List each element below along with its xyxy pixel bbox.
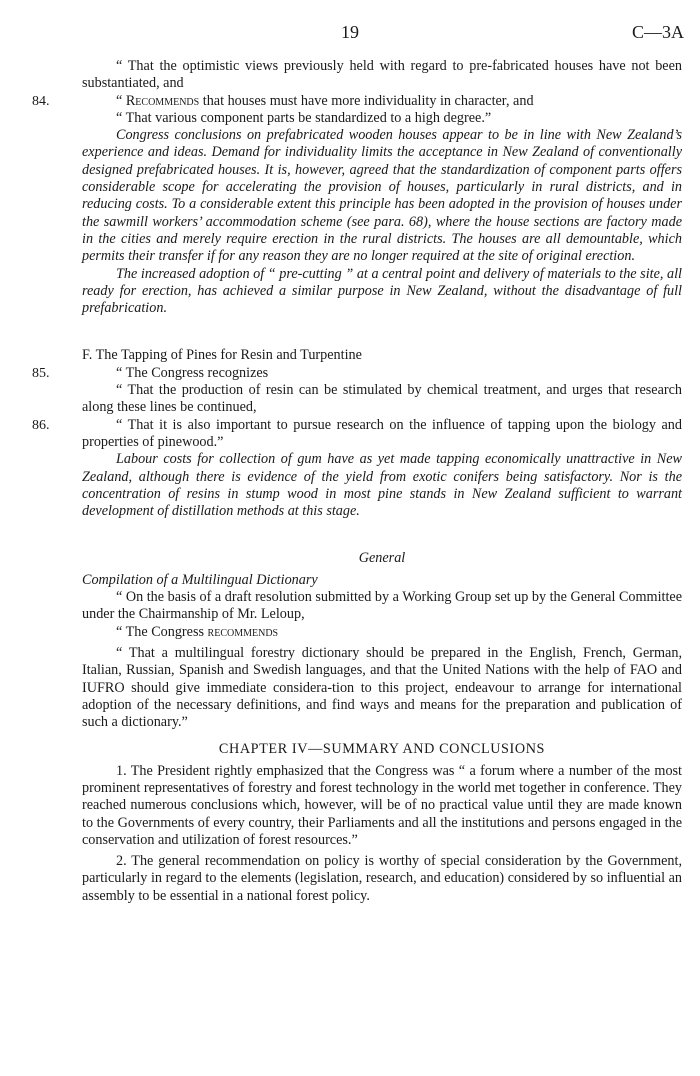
paragraph-dictionary-resolution: “ That a multilingual forestry dictionary should be prepared in the English, French, German, Italian, Russian, Spanish and Swedish languages, and that the United Nations with the help of FAO and IUFRO should give immediate considera-tion to this project, endeavour to arrange for international adoption of the necessary definitions, and find ways and means for the preparation and publication of such a dictionary.” xyxy=(82,644,682,731)
spacer xyxy=(82,731,682,741)
heading-general: General xyxy=(358,550,406,567)
paragraph-number-84: 84. xyxy=(32,93,50,109)
paragraph-prefab-conclusions: Congress conclusions on prefabricated wooden houses appear to be in line with New Zealand’s experience and ideas. Demand for individuality limits the acceptance in New Zealand of conventionally designed prefabricated houses. It is, however, agreed that the standardization of component parts offers considerable scope for accelerating the provision of houses, particularly in rural districts, and in reducing costs. To a considerable extent this principle has been adopted in the provision of houses under the sawmill workers’ accommodation scheme (see para. 68), where the house sections are factory made in the cities and merely require erection in the rural districts. The houses are all demountable, which permits their transfer if for any reason they are no longer required at the site of original erection. xyxy=(82,127,682,265)
paragraph-number-85: 85. xyxy=(32,365,50,381)
paragraph-optimistic-views: “ That the optimistic views previously held with regard to pre-fabricated houses have not been substantiated, and xyxy=(82,58,682,92)
spacer xyxy=(82,520,682,550)
congress-recognizes-text: “ The Congress recognizes xyxy=(116,364,269,381)
recommends-small-caps: recommends xyxy=(207,623,279,640)
spacer xyxy=(82,317,682,347)
document-reference: C—3A xyxy=(631,22,684,42)
section-heading-tapping-pines: F. The Tapping of Pines for Resin and Turpentine xyxy=(82,347,362,364)
page-header xyxy=(0,22,700,48)
paragraph-draft-resolution: “ On the basis of a draft resolution submitted by a Working Group set up by the General Committee under the Chairmanship of Mr. Leloup, xyxy=(82,589,682,623)
heading-multilingual-dictionary: Compilation of a Multilingual Dictionary xyxy=(82,571,318,588)
paragraph-resin-production: “ That the production of resin can be stimulated by chemical treatment, and urges that research along these lines be continued, xyxy=(82,382,682,416)
paragraph-congress-recommends xyxy=(82,624,682,641)
recommends-lead: “ Recommends xyxy=(116,92,200,109)
paragraph-pre-cutting: The increased adoption of “ pre-cutting ” at a central point and delivery of materials to the site, all ready for erection, has achieved a similar purpose in New Zealand, without the disadvantage of full prefabrication. xyxy=(82,265,682,317)
congress-recommends-lead: “ The Congress xyxy=(116,623,208,640)
recommends-individuality-text: that houses must have more individuality in character, and xyxy=(199,92,534,109)
paragraph-labour-costs: Labour costs for collection of gum have as yet made tapping economically unattractive in New Zealand, although there is evidence of the yield from exotic conifers being satisfactory. Nor is the concentration of resins in stump wood in most pine stands in New Zealand sufficient to warrant development of distillation methods at this stage. xyxy=(82,451,682,520)
paragraph-summary-2: 2. The general recommendation on policy is worthy of special consideration by the Government, particularly in regard to the elements (legislation, research, and education) considered by so influential an assembly to be essential in a national forest policy. xyxy=(82,853,682,904)
paragraph-summary-1: 1. The President rightly emphasized that the Congress was “ a forum where a number of the most prominent representatives of forestry and forest technology in the world met together in conference. They reached numerous conclusions which, however, will be of no practical value until they are made known to the Governments of every country, their Parliaments and all the institutions and persons engaged in the conservation and utilization of forest resources.” xyxy=(82,762,682,848)
paragraph-congress-recognizes xyxy=(32,364,682,382)
page-number: 19 xyxy=(341,22,359,42)
paragraph-number-86: 86. xyxy=(32,417,50,433)
paragraph-recommends-individuality xyxy=(32,92,682,110)
paragraph-tapping-research xyxy=(32,416,682,452)
chapter-heading: CHAPTER IV—SUMMARY AND CONCLUSIONS xyxy=(218,741,546,758)
paragraph-component-parts: “ That various component parts be standardized to a high degree.” xyxy=(116,109,492,126)
tapping-research-text: “ That it is also important to pursue research on the influence of tapping upon the biology and properties of pinewood.” xyxy=(82,416,682,450)
document-body xyxy=(32,58,682,905)
